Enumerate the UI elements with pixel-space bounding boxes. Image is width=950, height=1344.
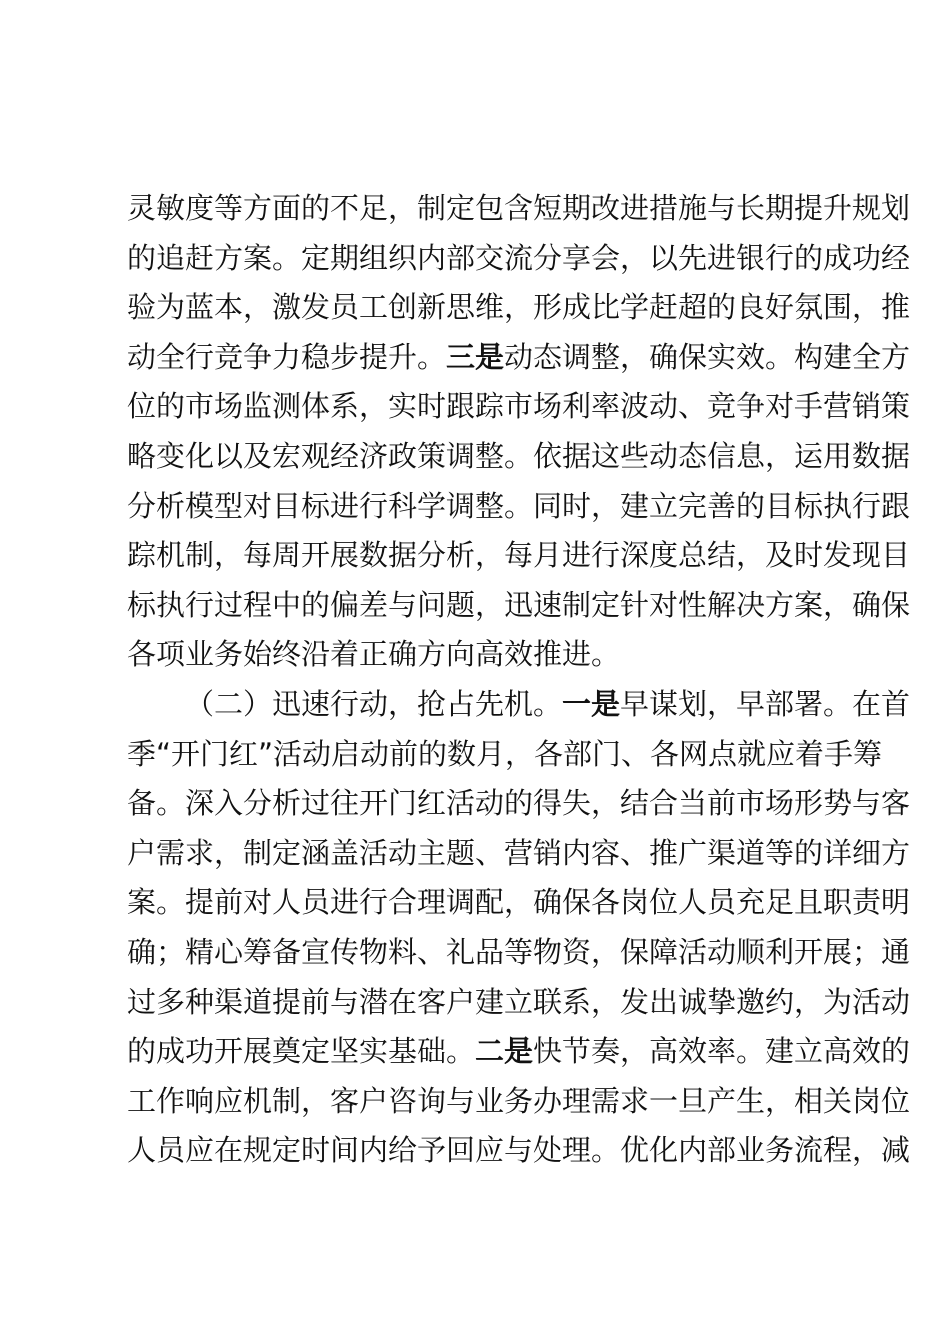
text-segment: 各项业务始终沿着正确方向高效推进。 [127,637,621,672]
text-line [127,283,911,333]
text-segment: 户需求，制定涵盖活动主题、营销内容、推广渠道等的详细方 [127,835,911,870]
body-text [127,184,911,1176]
text-segment: 备。深入分析过往开门红活动的得失，结合当前市场形势与客 [127,786,911,821]
text-line [127,1077,911,1127]
text-segment: 验为蓝本，激发员工创新思维，形成比学赶超的良好氛围，推 [127,290,911,325]
text-line [127,234,911,284]
text-line [127,730,883,780]
text-segment: 的成功开展奠定坚实基础。 [127,1034,476,1069]
text-segment: 灵敏度等方面的不足，制定包含短期改进措施与长期提升规划 [127,191,911,225]
text-segment: 案。提前对人员进行合理调配，确保各岗位人员充足且职责明 [127,885,911,920]
text-line [127,928,911,978]
text-segment: 确；精心筹备宣传物料、礼品等物资，保障活动顺利开展；通 [127,934,911,969]
text-line [127,482,911,532]
text-segment: 位的市场监测体系，实时跟踪市场利率波动、竞争对手营销策 [127,389,911,424]
text-line [127,581,911,631]
text-segment: 动态调整，确保实效。构建全方 [504,339,911,374]
text-line [127,531,911,581]
bold-text-segment: 一是 [562,686,621,721]
text-line [127,630,837,680]
text-segment: 快节奏，高效率。建立高效的 [533,1034,911,1069]
text-segment: 过多种渠道提前与潜在客户建立联系，发出诚挚邀约，为活动 [127,984,911,1019]
text-line [127,184,911,234]
bold-text-segment: 三是 [446,339,505,374]
text-segment: 略变化以及宏观经济政策调整。依据这些动态信息，运用数据 [127,438,911,473]
text-line [127,432,911,482]
text-line [127,333,911,383]
text-segment: 的追赶方案。定期组织内部交流分享会，以先进银行的成功经 [127,240,911,275]
text-line [127,1027,911,1077]
text-line [127,978,911,1028]
text-line [127,1126,911,1176]
text-line [127,878,911,928]
text-segment: 动全行竞争力稳步提升。 [127,339,447,374]
text-line [127,829,911,879]
text-line [127,680,911,730]
bold-text-segment: 二是 [475,1034,534,1069]
text-segment: 人员应在规定时间内给予回应与处理。优化内部业务流程，减 [127,1133,911,1168]
text-segment: （二）迅速行动，抢占先机。 [185,686,563,721]
text-segment: 踪机制，每周开展数据分析，每月进行深度总结，及时发现目 [127,538,911,573]
text-line [127,382,911,432]
text-segment: 标执行过程中的偏差与问题，迅速制定针对性解决方案，确保 [127,587,911,622]
text-line [127,779,911,829]
text-segment: 工作响应机制，客户咨询与业务办理需求一旦产生，相关岗位 [127,1083,911,1118]
text-segment: 分析模型对目标进行科学调整。同时，建立完善的目标执行跟 [127,488,911,523]
text-segment: 季“开门红”活动启动前的数月，各部门、各网点就应着手筹 [127,736,883,771]
text-segment: 早谋划，早部署。在首 [620,686,911,721]
